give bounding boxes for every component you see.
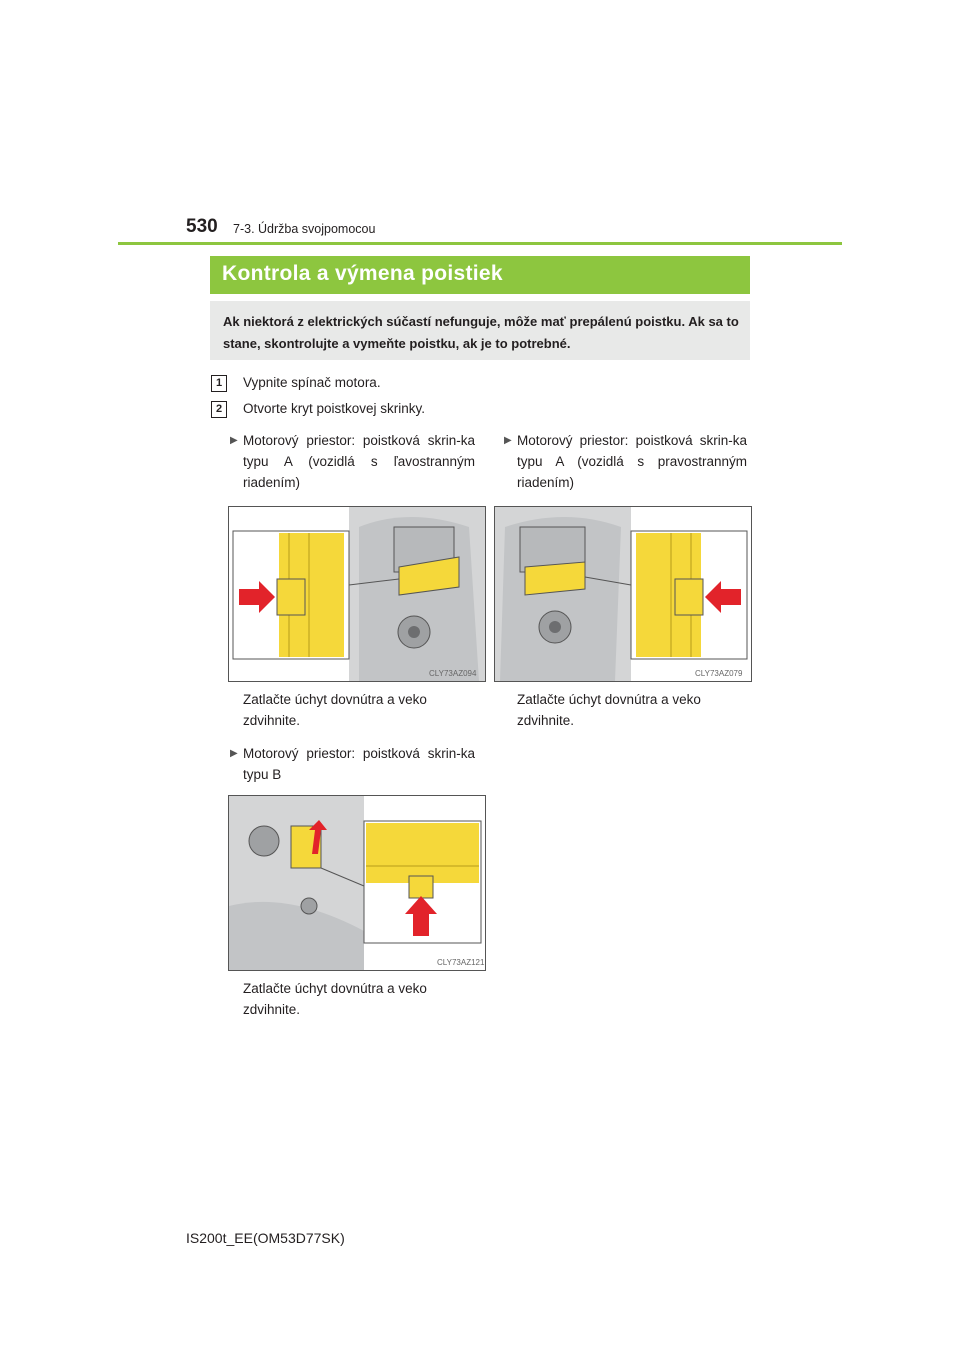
figure-code: CLY73AZ121 (437, 958, 485, 967)
step-number: 1 (211, 375, 227, 392)
bullet-triangle-icon: ▶ (230, 435, 238, 446)
intro-box (210, 301, 750, 360)
bullet-text: Motorový priestor: poistková skrin-ka typu A (vozidlá s ľavostranným riadením) (243, 433, 475, 490)
figure-fuse-box-lhd (228, 506, 486, 682)
bullet-text: Motorový priestor: poistková skrin-ka typu A (vozidlá s pravostranným riadením) (517, 433, 747, 490)
bullet-heading-right-a (504, 430, 747, 493)
caption-right-a: Zatlačte úchyt dovnútra a veko zdvihnite. (517, 692, 701, 728)
step-text: Otvorte kryt poistkovej skrinky. (243, 401, 426, 416)
bullet-text: Motorový priestor: poistková skrin-ka typu B (243, 746, 475, 782)
step-text: Vypnite spínač motora. (243, 375, 381, 390)
step-number: 2 (211, 401, 227, 418)
caption-left-a: Zatlačte úchyt dovnútra a veko zdvihnite. (243, 692, 427, 728)
caption-left-b: Zatlačte úchyt dovnútra a veko zdvihnite. (243, 981, 427, 1017)
figure-fuse-box-rhd (494, 506, 752, 682)
figure-code: CLY73AZ079 (695, 669, 743, 678)
figure-fuse-box-type-b (228, 795, 486, 971)
intro-text: Ak niektorá z elektrických súčastí nefunguje, môže mať prepálenú poistku. Ak sa to stane, skontrolujte a vymeňte poistku, ak je to potrebné. (223, 314, 739, 351)
page-title: Kontrola a výmena poistiek (222, 262, 503, 285)
figure-code: CLY73AZ094 (429, 669, 477, 678)
engine-bay-illustration (229, 796, 485, 970)
bullet-heading-left-b (230, 743, 475, 785)
engine-bay-illustration (229, 507, 485, 681)
engine-bay-illustration (495, 507, 751, 681)
footer-code: IS200t_EE(OM53D77SK) (186, 1230, 345, 1246)
section-title: 7-3. Údržba svojpomocou (233, 222, 376, 236)
page-number: 530 (186, 216, 218, 237)
title-bar (210, 256, 750, 294)
bullet-triangle-icon: ▶ (504, 435, 512, 446)
bullet-triangle-icon: ▶ (230, 748, 238, 759)
bullet-heading-left-a (230, 430, 475, 493)
header-rule (118, 242, 842, 245)
